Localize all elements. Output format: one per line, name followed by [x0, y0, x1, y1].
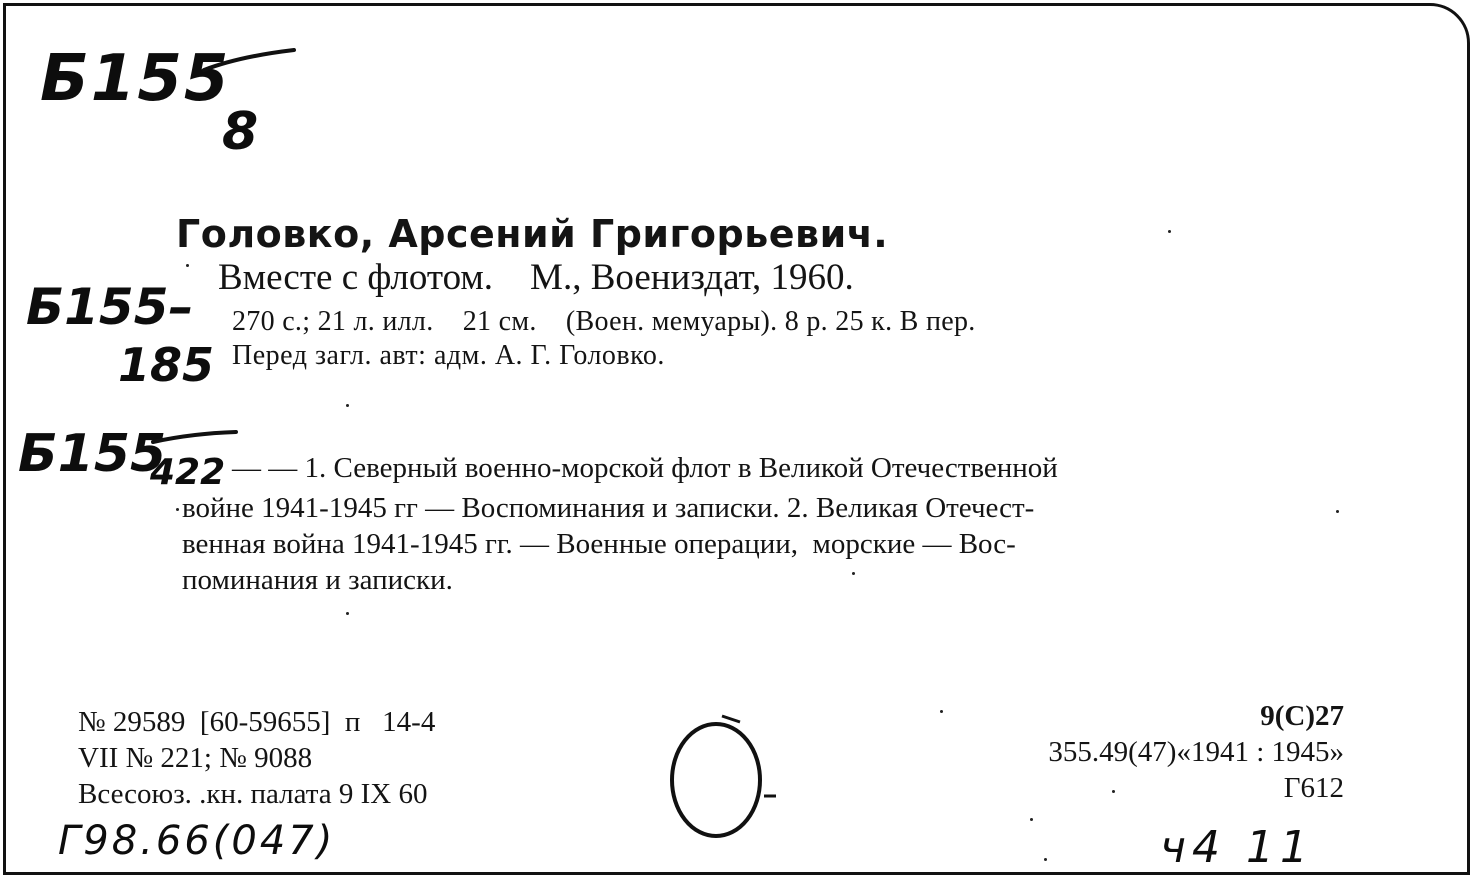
- footer-left-line-2: VII № 221; № 9088: [78, 742, 313, 774]
- title-line: Вместе с флотом. М., Воениздат, 1960.: [218, 257, 854, 298]
- subject-line-4: поминания и записки.: [182, 564, 453, 596]
- scan-speck: [186, 264, 189, 267]
- handwritten-shelfmark-top-sub: 8: [222, 102, 259, 162]
- scan-speck: [1044, 858, 1047, 861]
- scan-speck: [1336, 510, 1339, 513]
- handwritten-shelfmark-mid-sub: 185: [118, 338, 215, 392]
- handwritten-shelfmark-lower-sub: 422: [150, 452, 226, 493]
- scan-speck: [176, 508, 179, 511]
- scan-speck: [1168, 230, 1171, 233]
- circle-stamp: [660, 708, 790, 848]
- classification-udc: 355.49(47)«1941 : 1945»: [1048, 736, 1344, 768]
- handwritten-overline-top: [200, 46, 300, 76]
- footer-left-line-1: № 29589 [60-59655] п 14-4: [78, 706, 436, 738]
- subject-line-3: венная война 1941-1945 гг. — Военные операции, морские — Вос-: [182, 528, 1016, 560]
- author-heading: Головко, Арсений Григорьевич.: [176, 212, 889, 256]
- scan-speck: [1112, 790, 1115, 793]
- scan-speck: [852, 572, 855, 575]
- footer-left-line-3: Всесоюз. .кн. палата 9 IX 60: [78, 778, 428, 810]
- scan-speck: [346, 612, 349, 615]
- scan-speck: [346, 404, 349, 407]
- scan-speck: [1030, 818, 1033, 821]
- handwritten-marks-right: ч4 11: [1160, 822, 1314, 873]
- handwritten-shelfmark-top: Б155: [40, 42, 231, 116]
- physical-description: 270 с.; 21 л. илл. 21 см. (Воен. мемуары). 8 р. 25 к. В пер.: [232, 306, 976, 337]
- handwritten-shelfmark-mid: Б155–: [26, 278, 194, 336]
- author-note: Перед загл. авт: адм. А. Г. Головко.: [232, 340, 665, 371]
- subject-line-1: — — 1. Северный военно-морской флот в Великой Отечественной: [232, 452, 1058, 484]
- handwritten-shelfmark-lower: Б155: [18, 424, 167, 484]
- handwritten-inventory-number: Г98.66(047): [58, 818, 336, 864]
- classification-bbk: 9(С)27: [1260, 700, 1344, 732]
- author-sign: Г612: [1283, 772, 1344, 804]
- scan-speck: [940, 710, 943, 713]
- handwritten-overline-lower: [150, 428, 240, 448]
- subject-line-2: войне 1941-1945 гг — Воспоминания и записки. 2. Великая Отечест-: [182, 492, 1035, 524]
